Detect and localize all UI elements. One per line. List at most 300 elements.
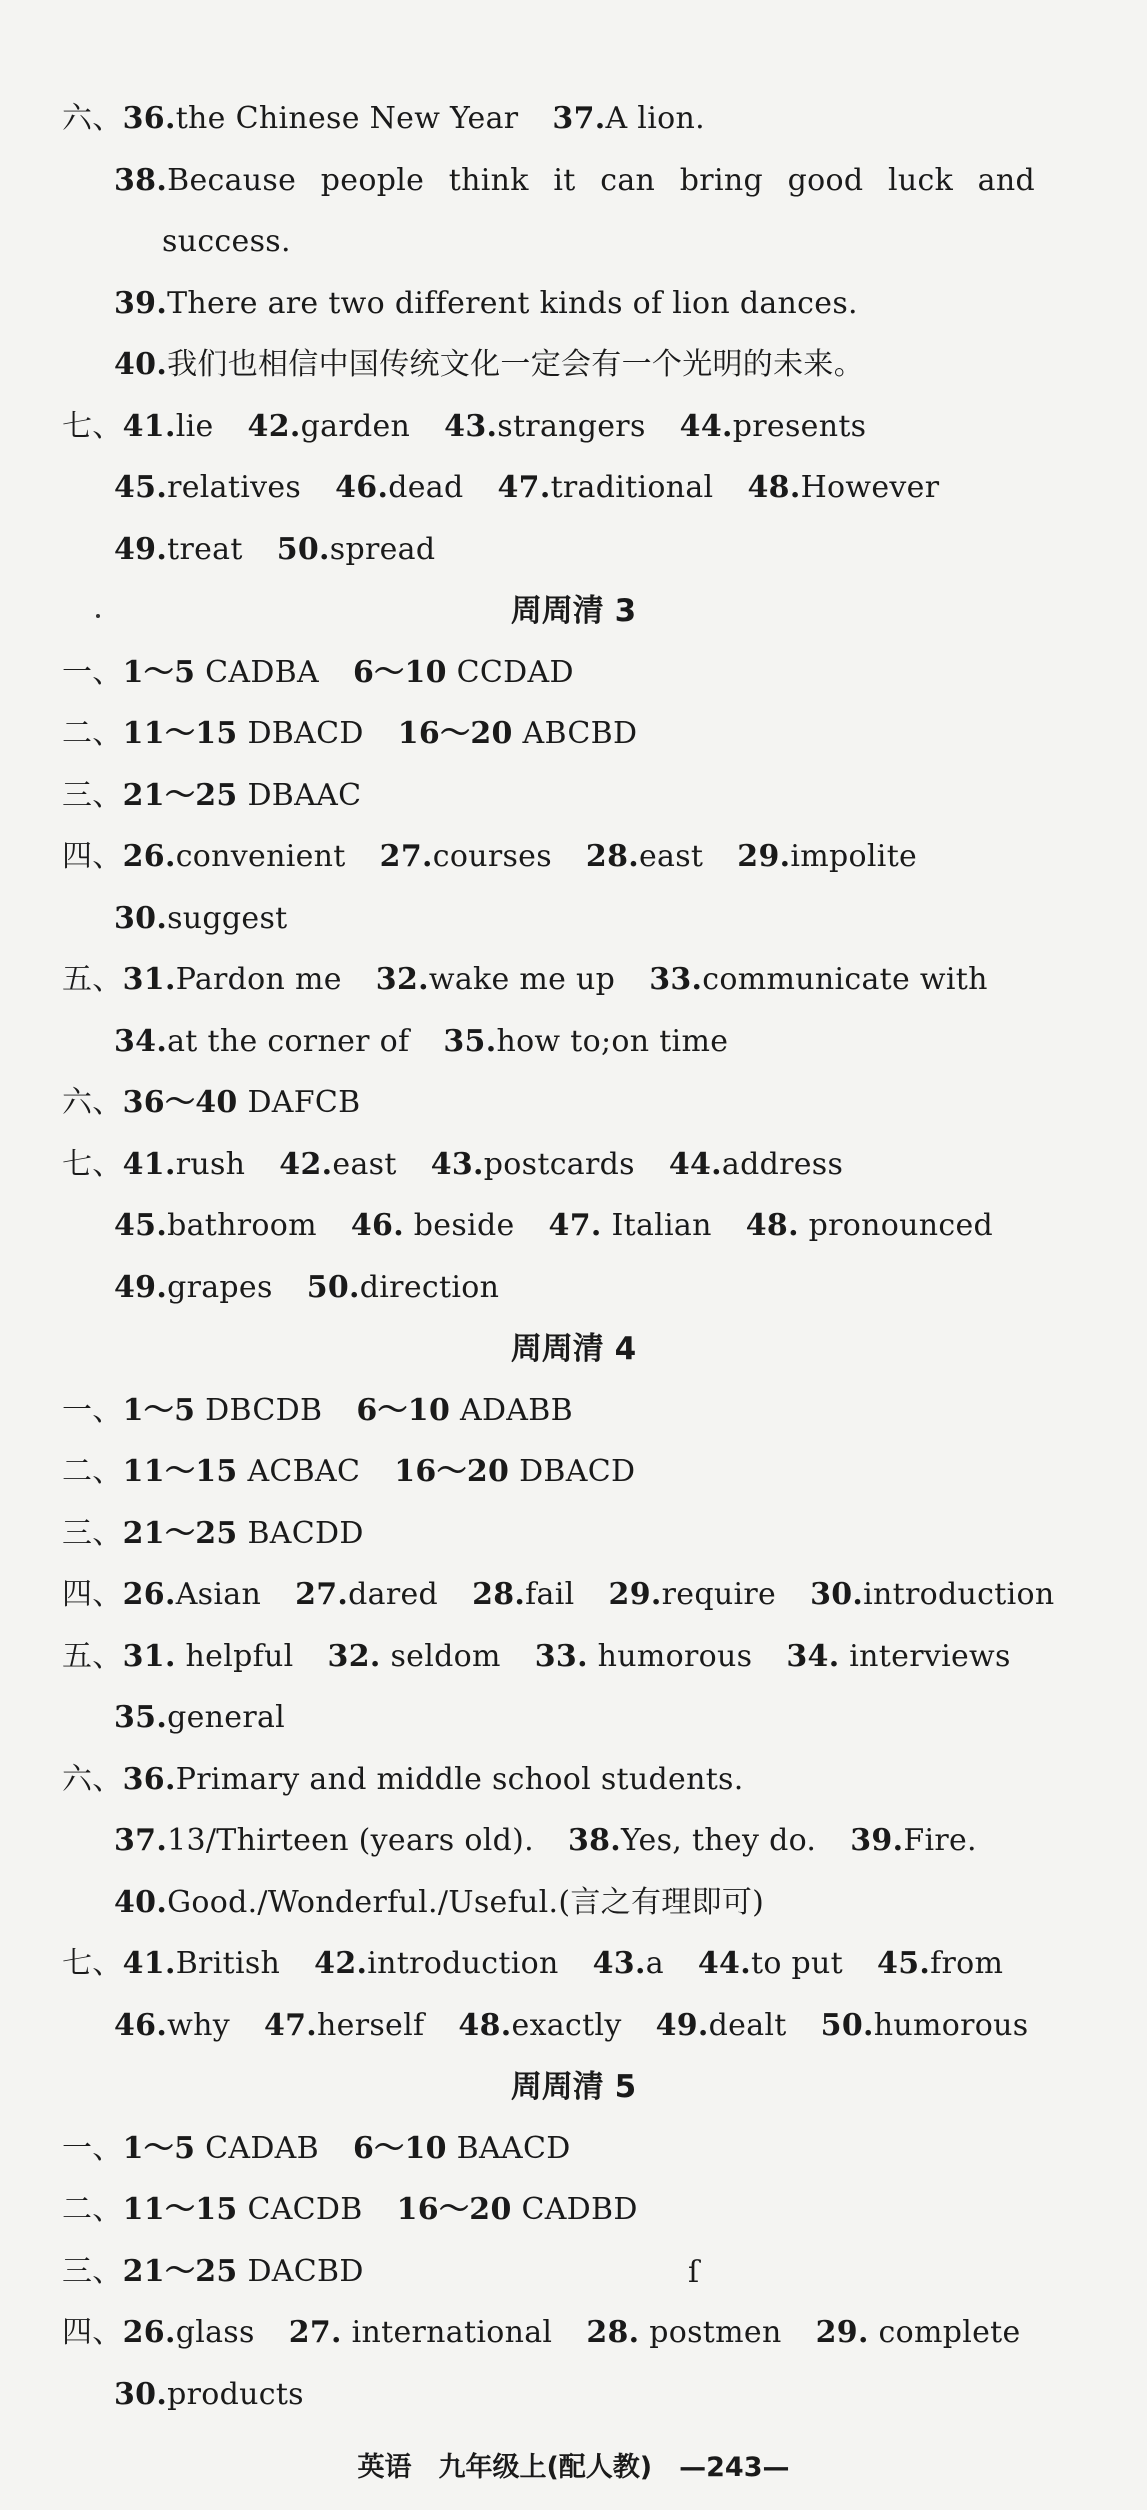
answer-text: Italian [601, 1208, 712, 1243]
question-number: 50. [820, 2007, 874, 2043]
answer-item [123, 2315, 255, 2350]
pen-mark: ſ [688, 2255, 700, 2290]
answer-text: CADBA [195, 654, 319, 690]
section-prefix: 七、 [62, 408, 123, 444]
answer-item [264, 2008, 424, 2043]
answer-text: There are two different kinds of lion dances. [167, 285, 858, 321]
answer-text: ADABB [450, 1392, 573, 1428]
question-number: 38. [567, 1823, 622, 1858]
answer-line [114, 1257, 1107, 1319]
answer-line [62, 1072, 1107, 1134]
answer-line [62, 1503, 1107, 1565]
answer-line [114, 519, 1107, 581]
answer-text: exactly [511, 2007, 622, 2043]
answer-item [114, 470, 301, 505]
question-number: 30. [114, 2376, 168, 2412]
answer-item [380, 839, 552, 874]
question-number: 36. [122, 1761, 176, 1797]
answer-line [62, 2118, 1107, 2180]
answer-item [123, 2192, 363, 2227]
question-number: 16～20 [397, 716, 513, 751]
answer-item [314, 1946, 558, 1981]
answer-text: rush [175, 1146, 246, 1182]
answer-line [114, 273, 1107, 335]
answer-text: BACDD [237, 1515, 364, 1551]
answer-text: A lion. [605, 101, 705, 136]
answer-text: direction [359, 1269, 500, 1305]
answer-item [114, 1885, 764, 1920]
answer-item [680, 409, 867, 444]
answer-item [114, 163, 1035, 198]
stray-dot [96, 614, 100, 618]
question-number: 43. [430, 1146, 484, 1182]
question-number: 46. [350, 1208, 404, 1243]
answer-item [747, 470, 939, 505]
answer-item [356, 1393, 573, 1428]
answer-text: communicate with [702, 962, 988, 997]
question-number: 47. [548, 1208, 602, 1243]
question-number: 21～25 [122, 1515, 238, 1551]
answer-item [123, 1516, 364, 1551]
answer-text: east [639, 839, 704, 874]
answer-item [114, 347, 864, 382]
question-number: 49. [114, 531, 168, 567]
question-number: 39. [114, 285, 168, 321]
answer-text: postcards [483, 1146, 635, 1182]
answer-item [123, 101, 519, 136]
answer-item [351, 1208, 515, 1243]
answer-item [669, 1147, 843, 1182]
answer-line [62, 1134, 1107, 1196]
answer-item [123, 1577, 261, 1612]
answer-text: CADAB [195, 2130, 319, 2166]
answer-text: address [721, 1146, 844, 1182]
question-number: 35. [114, 1700, 168, 1735]
question-number: 34. [786, 1638, 840, 1674]
answer-text: wake me up [428, 962, 616, 997]
question-number: 29. [608, 1577, 662, 1612]
answer-item [649, 962, 988, 997]
question-number: 44. [697, 1946, 751, 1981]
answer-text: introduction [367, 1946, 559, 1981]
answer-item [114, 901, 288, 936]
answer-item [746, 1208, 993, 1243]
question-number: 41. [122, 1946, 176, 1981]
answer-text: suggest [167, 900, 288, 936]
question-number: 46. [114, 2007, 168, 2043]
question-number: 1～5 [122, 1392, 196, 1428]
question-number: 43. [592, 1946, 646, 1981]
question-number: 29. [737, 839, 791, 874]
question-number: 6～10 [353, 654, 447, 690]
answer-item [810, 1577, 1054, 1612]
answer-line [62, 1933, 1107, 1995]
answer-line [114, 1995, 1107, 2057]
answer-item [376, 962, 615, 997]
section-prefix: 四、 [62, 1577, 123, 1612]
answer-item [472, 1577, 574, 1612]
answer-item [123, 1639, 294, 1674]
answer-item [535, 1639, 753, 1674]
answer-line [62, 1749, 1107, 1811]
answer-item [307, 1270, 500, 1305]
answer-line [62, 826, 1107, 888]
answer-item [568, 1823, 816, 1858]
question-number: 40. [114, 347, 168, 382]
question-number: 39. [850, 1823, 904, 1858]
answer-item [397, 2192, 638, 2227]
answer-line [62, 2241, 1107, 2303]
answer-text: convenient [175, 839, 346, 874]
answer-text: helpful [175, 1638, 294, 1674]
question-number: 31. [122, 1638, 176, 1674]
answer-item [877, 1946, 1003, 1981]
answer-text: complete [868, 2315, 1021, 2350]
answer-item [593, 1946, 664, 1981]
answer-text: dead [388, 470, 464, 505]
answer-text: herself [317, 2007, 425, 2043]
answer-text: a [645, 1946, 664, 1981]
answer-item [114, 1700, 285, 1735]
question-number: 44. [679, 408, 733, 444]
section-prefix: 六、 [62, 1085, 123, 1120]
answer-item [295, 1577, 438, 1612]
answer-item [549, 1208, 712, 1243]
answer-line [62, 1441, 1107, 1503]
question-number: 49. [655, 2007, 709, 2043]
answer-text: products [167, 2376, 304, 2412]
question-number: 50. [306, 1269, 360, 1305]
answer-text: DAFCB [237, 1085, 361, 1120]
answer-line [62, 949, 1107, 1011]
answer-item [114, 2377, 304, 2412]
section-prefix: 六、 [62, 101, 123, 136]
answer-text: beside [403, 1208, 515, 1243]
answer-text: CCDAD [446, 654, 574, 690]
question-number: 42. [279, 1146, 333, 1182]
answer-item [123, 1085, 361, 1120]
question-number: 1～5 [122, 2130, 196, 2166]
answer-item [114, 532, 243, 567]
answer-item [786, 1639, 1010, 1674]
answer-text: Primary and middle school students. [175, 1761, 744, 1797]
answer-text: BAACD [446, 2130, 571, 2166]
question-number: 1～5 [122, 654, 196, 690]
answer-line [62, 396, 1107, 458]
answer-item [123, 839, 346, 874]
question-number: 49. [114, 1269, 168, 1305]
answer-text: impolite [790, 839, 918, 874]
question-number: 40. [114, 1884, 168, 1920]
answer-text: dared [348, 1577, 439, 1612]
answer-text: CADBD [511, 2192, 638, 2227]
answer-item [123, 716, 364, 751]
question-number: 6～10 [356, 1392, 451, 1428]
answer-item [123, 778, 362, 813]
section-heading: 周周清 5 [510, 2069, 637, 2105]
question-number: 48. [745, 1208, 799, 1243]
answer-item [497, 470, 713, 505]
section-prefix: 三、 [62, 2253, 123, 2289]
question-number: 29. [815, 2315, 869, 2350]
answer-line [114, 457, 1107, 519]
answer-text: DBCDB [195, 1392, 323, 1428]
section-prefix: 一、 [62, 2130, 123, 2166]
answer-text: require [661, 1577, 777, 1612]
answer-item [458, 2008, 621, 2043]
answer-text: how to;on time [496, 1023, 729, 1059]
answer-item [737, 839, 917, 874]
question-number: 33. [534, 1638, 588, 1674]
answer-text: DBACD [237, 716, 364, 751]
section-prefix: 六、 [62, 1761, 123, 1797]
question-number: 26. [122, 839, 176, 874]
question-number: 6～10 [353, 2130, 447, 2166]
answer-line [62, 765, 1107, 827]
answer-item [162, 224, 291, 259]
question-number: 41. [122, 1146, 176, 1182]
answer-text: dealt [708, 2007, 787, 2043]
question-number: 42. [247, 408, 301, 444]
question-number: 33. [649, 962, 703, 997]
answer-item [431, 1147, 635, 1182]
question-number: 45. [114, 1208, 168, 1243]
section-prefix: 二、 [62, 716, 123, 751]
section-prefix: 二、 [62, 1454, 123, 1489]
answer-text: Fire. [903, 1823, 977, 1858]
section-heading: 周周清 3 [510, 593, 637, 629]
answer-text: DBAAC [237, 777, 362, 813]
answer-item [123, 962, 342, 997]
answer-item [114, 1823, 534, 1858]
answer-item [335, 470, 463, 505]
answer-item [586, 839, 703, 874]
answer-line [162, 211, 1107, 273]
answer-line [114, 1195, 1107, 1257]
answer-item [114, 1024, 409, 1059]
question-number: 30. [114, 900, 168, 936]
answer-item [656, 2008, 787, 2043]
answer-text: 我们也相信中国传统文化一定会有一个光明的未来。 [167, 347, 864, 382]
answer-text: general [167, 1700, 286, 1735]
answer-item [114, 1208, 317, 1243]
answer-text: introduction [863, 1577, 1055, 1612]
answer-line [62, 1564, 1107, 1626]
question-number: 45. [114, 470, 168, 505]
answer-item [123, 1762, 744, 1797]
answer-item [123, 1147, 246, 1182]
answer-item [123, 1393, 323, 1428]
question-number: 11～15 [122, 716, 238, 751]
answer-item [123, 1946, 281, 1981]
question-number: 30. [810, 1577, 864, 1612]
question-number: 43. [444, 408, 498, 444]
answer-text: to put [750, 1946, 844, 1981]
answer-line [114, 334, 1107, 396]
question-number: 28. [472, 1577, 526, 1612]
answer-text: humorous [587, 1638, 753, 1674]
answer-item [123, 409, 214, 444]
answer-text: bathroom [167, 1208, 317, 1243]
question-number: 27. [379, 839, 433, 874]
answer-text: grapes [167, 1269, 273, 1305]
question-number: 50. [276, 531, 330, 567]
answer-item [123, 655, 319, 690]
question-number: 38. [114, 162, 168, 198]
answer-text: humorous [873, 2007, 1029, 2043]
answer-line [114, 2364, 1107, 2426]
question-number: 32. [327, 1638, 381, 1674]
answer-item [289, 2315, 553, 2350]
answer-item [394, 1454, 635, 1489]
question-number: 36. [122, 101, 176, 136]
answer-text: glass [175, 2315, 255, 2350]
answer-text: ABCBD [512, 716, 638, 751]
answer-text: east [332, 1146, 397, 1182]
answer-item [114, 1270, 273, 1305]
answer-item [279, 1147, 396, 1182]
question-number: 46. [335, 470, 389, 505]
answer-line [62, 1380, 1107, 1442]
answer-text: interviews [839, 1638, 1011, 1674]
question-number: 16～20 [394, 1454, 510, 1489]
section-prefix: 一、 [62, 1392, 123, 1428]
answer-item [850, 1823, 977, 1858]
answer-item [353, 2131, 571, 2166]
answer-text: success. [162, 224, 291, 259]
question-number: 47. [263, 2007, 318, 2043]
question-number: 45. [877, 1946, 931, 1981]
answer-line [62, 1626, 1107, 1688]
section-prefix: 三、 [62, 777, 123, 813]
answer-line [114, 1687, 1107, 1749]
question-number: 26. [122, 2315, 176, 2350]
answer-item [816, 2315, 1021, 2350]
answer-text: from [930, 1946, 1004, 1981]
section-prefix: 七、 [62, 1146, 123, 1182]
answer-line [62, 2302, 1107, 2364]
answer-item [353, 655, 574, 690]
question-number: 34. [114, 1023, 168, 1059]
answer-text: Pardon me [175, 962, 342, 997]
section-heading: 周周清 4 [510, 1331, 637, 1367]
question-number: 42. [314, 1946, 368, 1981]
answer-text: However [800, 470, 940, 505]
answer-text: 13/Thirteen (years old). [167, 1823, 534, 1858]
answer-text: pronounced [798, 1208, 994, 1243]
answer-line [114, 1872, 1107, 1934]
question-number: 26. [122, 1577, 176, 1612]
answer-text: fail [525, 1577, 575, 1612]
question-number: 44. [668, 1146, 722, 1182]
question-number: 27. [288, 2315, 342, 2350]
answer-line [114, 888, 1107, 950]
answer-text: British [175, 1946, 281, 1981]
section-prefix: 四、 [62, 839, 123, 874]
question-number: 28. [586, 2315, 640, 2350]
section-prefix: 二、 [62, 2192, 123, 2227]
answer-item [248, 409, 411, 444]
answer-text: why [167, 2007, 230, 2043]
question-number: 48. [458, 2007, 512, 2043]
section-prefix: 七、 [62, 1946, 123, 1981]
answer-text: Good./Wonderful./Useful.(言之有理即可) [167, 1884, 765, 1920]
question-number: 48. [747, 470, 801, 505]
answer-line [62, 2179, 1107, 2241]
answer-text: Yes, they do. [621, 1823, 817, 1858]
answer-text: treat [167, 531, 243, 567]
answer-text: DBACD [509, 1454, 636, 1489]
answer-text: Because people think it can bring good luck and [167, 162, 1035, 198]
answer-item [609, 1577, 777, 1612]
answer-item [698, 1946, 843, 1981]
answer-line [62, 88, 1107, 150]
answer-line [62, 642, 1107, 704]
answer-item [586, 2315, 781, 2350]
answer-item [123, 2254, 364, 2289]
answer-text: postmen [639, 2315, 782, 2350]
answer-text: the Chinese New Year [175, 101, 519, 136]
section-prefix: 五、 [62, 1638, 123, 1674]
question-number: 11～15 [122, 1454, 238, 1489]
answer-item [328, 1639, 501, 1674]
answer-line [62, 703, 1107, 765]
question-number: 11～15 [122, 2192, 238, 2227]
answer-text: spread [329, 531, 436, 567]
answer-text: presents [732, 408, 867, 444]
question-number: 35. [443, 1023, 497, 1059]
answer-text: lie [175, 408, 214, 444]
answer-item [821, 2008, 1029, 2043]
question-number: 31. [122, 962, 176, 997]
page-footer: 英语 九年级上(配人教) —243— [357, 2452, 790, 2483]
answer-item [444, 409, 646, 444]
answer-text: courses [432, 839, 552, 874]
answer-text: ACBAC [237, 1454, 361, 1489]
answer-line [114, 150, 1035, 212]
answer-text: at the corner of [167, 1023, 410, 1059]
answer-line [114, 1011, 1107, 1073]
question-number: 21～25 [122, 777, 238, 813]
answer-text: DACBD [237, 2253, 364, 2289]
question-number: 27. [295, 1577, 349, 1612]
answer-item [123, 1454, 361, 1489]
question-number: 36～40 [122, 1085, 238, 1120]
question-number: 47. [497, 470, 551, 505]
answer-text: CACDB [237, 2192, 363, 2227]
answer-item [114, 286, 858, 321]
answer-line [114, 1810, 1107, 1872]
answer-text: strangers [497, 408, 646, 444]
answer-text: traditional [550, 470, 714, 505]
answer-text: relatives [167, 470, 302, 505]
answer-text: Asian [175, 1577, 262, 1612]
section-prefix: 五、 [62, 962, 123, 997]
answer-item [552, 101, 705, 136]
section-prefix: 三、 [62, 1515, 123, 1551]
section-prefix: 一、 [62, 654, 123, 690]
answer-text: international [341, 2315, 553, 2350]
question-number: 21～25 [122, 2253, 238, 2289]
answer-item [114, 2008, 230, 2043]
question-number: 16～20 [396, 2192, 512, 2227]
question-number: 37. [114, 1823, 168, 1858]
question-number: 41. [122, 408, 176, 444]
question-number: 37. [552, 101, 606, 136]
question-number: 28. [585, 839, 639, 874]
answer-item [123, 2131, 319, 2166]
answer-item [277, 532, 436, 567]
